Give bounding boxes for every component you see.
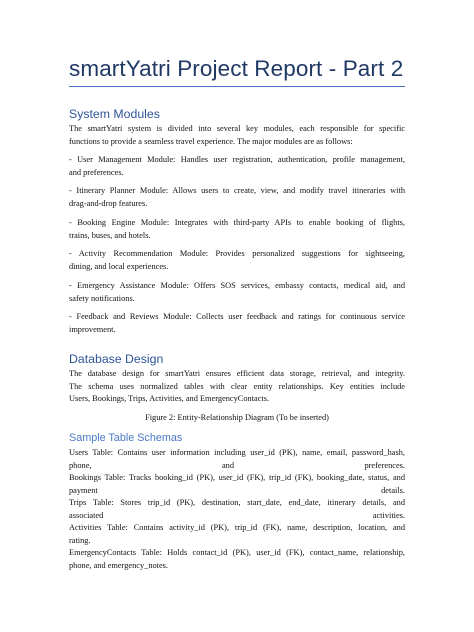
schema-line: Activities Table: Contains activity_id (PK), trip_id (FK), name, description, location, and (69, 523, 405, 532)
schema-line: EmergencyContacts Table: Holds contact_id (PK), user_id (FK), contact_name, relationship, (69, 548, 405, 557)
schema-line: phone, and emergency_notes. (69, 561, 169, 570)
body-line: Users, Bookings, Trips, Activities, and EmergencyContacts. (69, 394, 270, 403)
module-line: - Itinerary Planner Module: Allows users to create, view, and modify travel itineraries with (69, 186, 405, 195)
schema-line: payment details. (69, 486, 405, 495)
body-line: The smartYatri system is divided into several key modules, each responsible for specific (69, 124, 405, 133)
schema-line: Bookings Table: Tracks booking_id (PK), user_id (FK), trip_id (FK), booking_date, status, and (69, 473, 405, 482)
module-line: improvement. (69, 325, 116, 334)
schema-line: associated activities. (69, 511, 405, 520)
schema-line: phone, and preferences. (69, 461, 405, 470)
module-line: - Emergency Assistance Module: Offers SOS services, embassy contacts, medical aid, and (69, 281, 405, 290)
module-line: drag-and-drop features. (69, 199, 148, 208)
module-line: - Activity Recommendation Module: Provides personalized suggestions for sightseeing, (69, 249, 405, 258)
module-line: - User Management Module: Handles user registration, authentication, profile management, (69, 155, 405, 164)
module-line: dining, and local experiences. (69, 262, 169, 271)
sample-schemas-heading: Sample Table Schemas (69, 432, 183, 444)
module-line: - Booking Engine Module: Integrates with third-party APIs to enable booking of flights, (69, 218, 405, 227)
report-title: smartYatri Project Report - Part 2 (69, 56, 404, 81)
schema-line: Users Table: Contains user information including user_id (PK), name, email, password_hash, (69, 448, 405, 457)
body-line: functions to provide a seamless travel experience. The major modules are as follows: (69, 137, 353, 146)
system-modules-heading: System Modules (69, 107, 160, 121)
module-line: trains, buses, and hotels. (69, 231, 151, 240)
body-line: The schema uses normalized tables with clear entity relationships. Key entities include (69, 382, 405, 391)
schema-line: Trips Table: Stores trip_id (PK), destination, start_date, end_date, itinerary details, and (69, 498, 405, 507)
figure-caption: Figure 2: Entity-Relationship Diagram (To be inserted) (145, 413, 329, 422)
module-line: - Feedback and Reviews Module: Collects user feedback and ratings for continuous service (69, 312, 405, 321)
body-line: The database design for smartYatri ensures efficient data storage, retrieval, and integrity. (69, 369, 405, 378)
schema-line: rating. (69, 536, 91, 545)
module-line: and preferences. (69, 168, 124, 177)
module-line: safety notifications. (69, 294, 135, 303)
title-underline (69, 86, 405, 87)
database-design-heading: Database Design (69, 352, 164, 366)
